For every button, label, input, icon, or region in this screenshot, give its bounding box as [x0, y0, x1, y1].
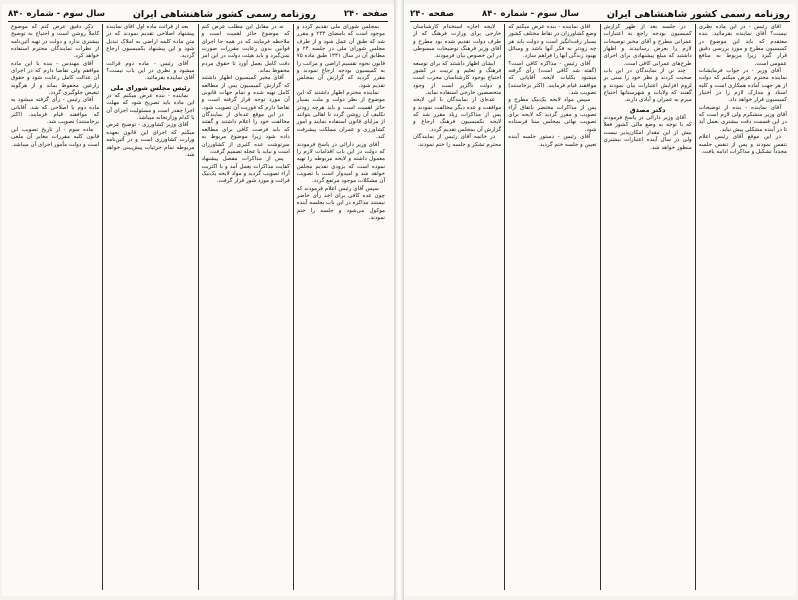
page-gutter — [394, 0, 404, 600]
paragraph: پس از مذاکرات مفصل پیشنهاد کفایت مذاکرات بعمل آمد و با اکثریت آراء تصویب گردید و مواد لایحه یک‌بیک قرائت و مورد شور قرار گرفت. — [201, 156, 290, 185]
paragraph: آقای رئیس - در این ماده نظری نیست؟ آقای نماینده بفرمائید. بنده معتقدم که باید این موضوع در کمیسیون مطرح و مورد بررسی دقیق قرار گیرد زیرا مربوط به منافع عمومی است. — [698, 24, 787, 67]
paragraph: ایشان اظهار داشتند که برای توسعه فرهنگ و تعلیم و تربیت در کشور احتیاج بوجود کارشناسان مجرب است و دولت ناگزیر است از وجود متخصصین خارجی استفاده نماید. — [413, 60, 502, 97]
issue-number: سال سوم - شماره ۸۴۰ — [8, 9, 105, 19]
paragraph: ذکر دقیق عرض کنم که موضوع کاملاً روشن است و احتیاج به توضیح بیشتری ندارد و دولت در تهیه آئین‌نامه از نظرات نمایندگان محترم استفاده خواهد کرد. — [11, 24, 100, 60]
paragraph: لایحه اجازه استخدام کارشناسان خارجی برای وزارت فرهنگ که از طرف دولت تقدیم شده بود مطرح و آقای وزیر فرهنگ توضیحات مبسوطی در این خصوص بیان فرمودند. — [413, 24, 502, 60]
paragraph: آقای وزیر - در جواب فرمایشات نماینده محترم عرض میکنم که دولت از هر جهت آماده همکاری است و کلیه اسناد و مدارک لازم را در اختیار کمیسیون قرار خواهد داد. — [698, 68, 787, 104]
left-column-1 — [294, 24, 388, 590]
column-rule — [600, 24, 601, 590]
paragraph: آقای رئیس - رأی گرفته میشود به ماده دوم با اصلاحی که شد. آقایانی که موافقند قیام فرمایند. (اکثر برخاستند) تصویب شد. — [11, 97, 100, 126]
left-page — [2, 4, 394, 596]
page-number: صفحه ۲۴۰ — [343, 9, 388, 19]
signature: دکتر مصدق — [629, 105, 666, 114]
paragraph: عده‌ای از نمایندگان با این لایحه موافقت و عده دیگر مخالفت نمودند و پس از مذاکرات زیاد مقرر شد که لایحه بکمیسیون فرهنگ ارجاع و گزارش آن بمجلس تقدیم گردد. — [413, 97, 502, 133]
paragraph: آقای رئیس - مذاکره کافی است؟ (گفته شد کافی است) رأی گرفته میشود بکلیات لایحه. آقایانی که موافقند قیام فرمایند. (اکثر برخاستند) تصویب شد. — [508, 60, 597, 97]
paragraph: سپس مواد لایحه یک‌بیک مطرح و پس از مذاکرات مختصر باتفاق آراء تصویب و مقرر گردید که لایحه برای تصویب نهائی بمجلس سنا فرستاده شود. — [508, 97, 597, 133]
right-column-4 — [410, 24, 504, 590]
right-page — [404, 4, 796, 596]
paragraph: آقای مهندس - بنده با این ماده موافقم ولی تقاضا دارم که در اجرای آن عدالت کامل رعایت شود و حقوق زارعین محفوظ بماند و از هرگونه تبعیض جلوگیری گردد. — [11, 60, 100, 97]
column-rule — [504, 24, 505, 590]
paragraph: نماینده - بنده عرض میکنم که در این ماده باید تصریح شود که مهلت اجرا چقدر است و مسئولیت اجرای آن با کدام وزارتخانه میباشد. — [106, 93, 195, 122]
paragraph: در این موقع آقای رئیس اعلام تنفس نمودند و پس از تنفس جلسه مجدداً تشکیل و مذاکرات ادامه یافت. — [698, 134, 787, 155]
paragraph: در خاتمه آقای رئیس از نمایندگان محترم تشکر و جلسه را ختم نمودند. — [413, 134, 502, 148]
left-column-2 — [199, 24, 293, 590]
left-page-header — [8, 7, 388, 22]
paragraph: آقای رئیس - ماده دوم قرائت میشود و نظری در این باب نیست؟ آقای نماینده بفرمائید. — [106, 60, 195, 82]
paragraph: آقای وزیر دارائی در پاسخ فرمودند که دولت در این باب اقدامات لازم را معمول داشته و لایحه مربوطه را تهیه نموده است که بزودی تقدیم مجلس خواهد شد و امیدوار است با تصویب آن مشکلات موجود مرتفع گردد. — [296, 141, 385, 185]
paragraph: آقای وزیر کشاورزی - توضیح عرض میکنم که اجرای این قانون بعهده وزارت کشاورزی است و در آئین‌نامه مربوطه تمام جزئیات پیش‌بینی خواهد شد. — [106, 122, 195, 158]
right-column-3 — [505, 24, 599, 590]
signature: رئیس مجلس شورای ملی — [110, 83, 191, 92]
paper-title: روزنامه رسمی کشور شاهنشاهی ایران — [132, 8, 316, 20]
left-page-columns — [8, 24, 388, 590]
paragraph: ماده سوم - از تاریخ تصویب این قانون کلیه مقررات مغایر آن ملغی است و دولت مأمور اجرای آن میباشد. — [11, 126, 100, 148]
paragraph: در این موقع عده‌ای از نمایندگان مخالفت خود را اعلام داشتند و گفتند که باید فرصت کافی برای مطالعه داده شود زیرا موضوع مربوط به سرنوشت عده کثیری از کشاورزان است و نباید با عجله تصمیم گرفت. — [201, 112, 290, 155]
paragraph: آقای نماینده - بنده از توضیحات آقای وزیر متشکرم ولی لازم است که در این قسمت دقت بیشتری بعمل آید تا در آینده مشکلی پیش نیاید. — [698, 104, 787, 133]
right-column-2 — [601, 24, 695, 590]
paragraph: در جلسه بعد از ظهر گزارش کمیسیون بودجه راجع به اعتبارات عمرانی مطرح و آقای مخبر توضیحات لازم را بعرض رسانیدند و اظهار داشتند که مبلغ پیشنهادی برای اجرای طرح‌های عمرانی کافی است. — [603, 24, 692, 67]
column-rule — [102, 24, 103, 590]
column-rule — [293, 24, 294, 590]
paragraph: بعد از قرائت ماده اول آقای نماینده پیشنهاد اصلاحی تقدیم نمودند که در متن ماده کلمه اراضی به املاک تبدیل شود و این پیشنهاد بکمیسیون ارجاع گردید. — [106, 24, 195, 60]
right-page-columns — [410, 24, 790, 590]
issue-number: سال سوم - شماره ۸۴۰ — [482, 9, 579, 19]
column-rule — [695, 24, 696, 590]
right-column-1 — [696, 24, 790, 590]
paper-title: روزنامه رسمی کشور شاهنشاهی ایران — [606, 8, 790, 20]
left-column-4 — [8, 24, 102, 590]
paragraph: بمجلس شورای ملی تقدیم گردد و موجود است که بامضای ۲۴۳ و مقرر شد که طبق آن عمل شود و از طرف مجلس شورای ملی در جلسه ۲۴ و مطابق آن در سال ۱۳۳۱ طبق ماده ۷۵ قانون نحوه تقسیم اراضی و مراتب را به کمیسیون بودجه ارجاع نمودند و مقرر گردید که گزارش آن بمجلس تقدیم شود. — [296, 24, 385, 89]
column-rule — [198, 24, 199, 590]
paragraph: سپس آقای رئیس اعلام فرمودند که چون عده کافی برای اخذ رأی حاضر نیستند مذاکره در این باب بجلسه آینده موکول می‌شود و جلسه را ختم نمودند. — [296, 185, 385, 221]
paragraph: نماینده محترم اظهار داشتند که این موضوع از نظر دولت و ملت بسیار حائز اهمیت است و باید هرچه زودتر تکلیف آن روشن گردد تا اهالی بتوانند از مزایای قانون استفاده نمایند و امور کشاورزی و عمران مملکت پیشرفت کند. — [296, 90, 385, 141]
page-number: صفحه ۲۴۰ — [410, 9, 455, 19]
paragraph: آقای رئیس - دستور جلسه آینده تعیین و جلسه ختم گردید. — [508, 134, 597, 148]
left-column-3 — [103, 24, 197, 590]
right-page-header — [410, 7, 790, 22]
paragraph: آقای نماینده - بنده عرض میکنم که وضع کشاورزان در نقاط مختلف کشور بسیار رقت‌انگیز است و دولت باید هر چه زودتر به فکر آنها باشد و وسائل بهبود زندگی آنها را فراهم سازد. — [508, 24, 597, 60]
paragraph: آقای وزیر دارائی در پاسخ فرمودند که با توجه به وضع مالی کشور فعلاً بیش از این مقدار امکان‌پذیر نیست ولی در سال آینده اعتبارات بیشتری منظور خواهد شد. — [603, 115, 692, 151]
paragraph: چند تن از نمایندگان در این باب صحبت کردند و نظر خود را مبنی بر لزوم افزایش اعتبارات بیان نمودند و گفتند که ولایات و شهرستانها احتیاج مبرم به عمران و آبادی دارند. — [603, 68, 692, 104]
paragraph: آقای مخبر کمیسیون اظهار داشتند که گزارش کمیسیون پس از مطالعه کامل تهیه شده و تمام جهات قانونی آن مورد توجه قرار گرفته است و تقاضا دارم که فوریت آن تصویب شود. — [201, 75, 290, 111]
paragraph: نه در مقابل این مطلب عرض کنم که موضوع حائز اهمیت است و ملاحظه فرمایند که در همه جا اجرای قوانین بدون رعایت مقررات صورت نمی‌گیرد و باید هیئت دولت در این امر دقت کامل بعمل آورد تا حقوق مردم محفوظ بماند. — [201, 24, 290, 75]
